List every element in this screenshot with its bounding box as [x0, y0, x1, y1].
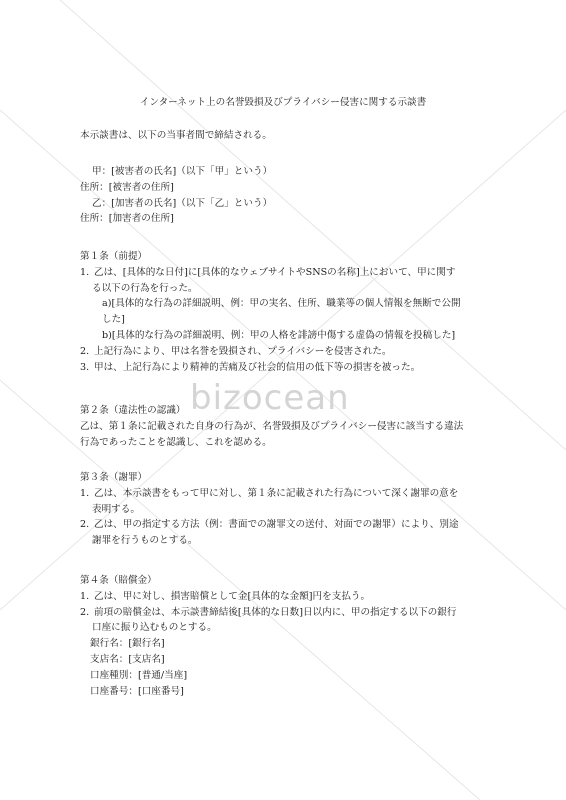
party-b-name: 乙：[加害者の氏名]（以下「乙」という）: [92, 197, 273, 209]
article-3-heading: 第３条（謝罪）: [80, 472, 148, 483]
item-text-continued: る以下の行為を行った。: [92, 282, 198, 294]
branch-name: 支店名：[支店名]: [90, 653, 165, 665]
item-number: 2.: [80, 519, 90, 531]
article-4: [80, 573, 490, 699]
item-text: 上記行為により、甲は名誉を毀損され、プライバシーを侵害された。: [94, 345, 392, 357]
item-number: 1.: [80, 487, 90, 499]
item-text: 乙は、[具体的な日付]に[具体的なウェブサイトやSNSの名称]上において、甲に関す: [94, 266, 456, 278]
watermark-text: bizocean: [190, 378, 350, 418]
article-2: [80, 403, 490, 450]
list-item: [80, 517, 490, 533]
document-title: インターネット上の名誉毀損及びプライバシー侵害に関する示談書: [139, 97, 427, 108]
item-number: 2.: [80, 606, 90, 618]
party-b-address: 住所：[加害者の住所]: [80, 213, 174, 225]
item-text: 乙は、甲の指定する方法（例：書面での謝罪文の送付、対面での謝罪）により、別途: [94, 519, 459, 531]
intro-text: 本示談書は、以下の当事者間で締結される。: [80, 130, 272, 141]
item-text-continued: 口座に振り込むものとする。: [92, 622, 217, 634]
bank-name: 銀行名：[銀行名]: [90, 638, 165, 650]
item-text: 乙は、本示談書をもって甲に対し、第１条に記載された行為について深く謝罪の意を: [94, 487, 459, 499]
item-text-continued: 表明する。: [92, 503, 140, 515]
item-number: 1.: [80, 590, 90, 602]
article-2-text-continued: 行為であったことを認識し、これを認める。: [80, 436, 272, 448]
list-item: [80, 486, 490, 502]
item-number: 3.: [80, 361, 90, 373]
sub-item-a-continued: した]: [102, 314, 125, 326]
party-a-address: 住所：[被害者の住所]: [80, 181, 174, 193]
account-number: 口座番号：[口座番号]: [90, 685, 184, 697]
article-1: [80, 249, 490, 375]
list-item: [80, 605, 490, 621]
account-type: 口座種別：[普通/当座]: [90, 669, 188, 681]
parties-section: [80, 164, 490, 227]
article-1-heading: 第１条（前提）: [80, 251, 148, 262]
sub-item-a: a)[具体的な行為の詳細説明、例：甲の実名、住所、職業等の個人情報を無断で公開: [102, 298, 461, 310]
sub-item-b: b)[具体的な行為の詳細説明、例：甲の人格を誹謗中傷する虚偽の情報を投稿した]: [102, 329, 456, 341]
item-number: 2.: [80, 345, 90, 357]
item-text-continued: 謝罪を行うものとする。: [92, 535, 198, 547]
article-2-text: 乙は、第１条に記載された自身の行為が、名誉毀損及びプライバシー侵害に該当する違法: [80, 420, 464, 432]
list-item: [80, 265, 490, 281]
party-a-name: 甲：[被害者の氏名]（以下「甲」という）: [92, 166, 273, 177]
article-3: [80, 470, 490, 549]
list-item: [80, 360, 490, 376]
article-2-heading: 第２条（違法性の認識）: [80, 405, 186, 416]
item-number: 1.: [80, 266, 90, 278]
item-text: 乙は、甲に対し、損害賠償として金[具体的な金額]円を支払う。: [94, 590, 371, 602]
list-item: [80, 589, 490, 605]
article-4-heading: 第４条（賠償金）: [80, 575, 157, 586]
list-item: [80, 344, 490, 360]
intro-section: [80, 128, 490, 144]
item-text: 甲は、上記行為により精神的苦痛及び社会的信用の低下等の損害を被った。: [94, 361, 421, 373]
item-text: 前項の賠償金は、本示談書締結後[具体的な日数]日以内に、甲の指定する以下の銀行: [94, 606, 457, 618]
